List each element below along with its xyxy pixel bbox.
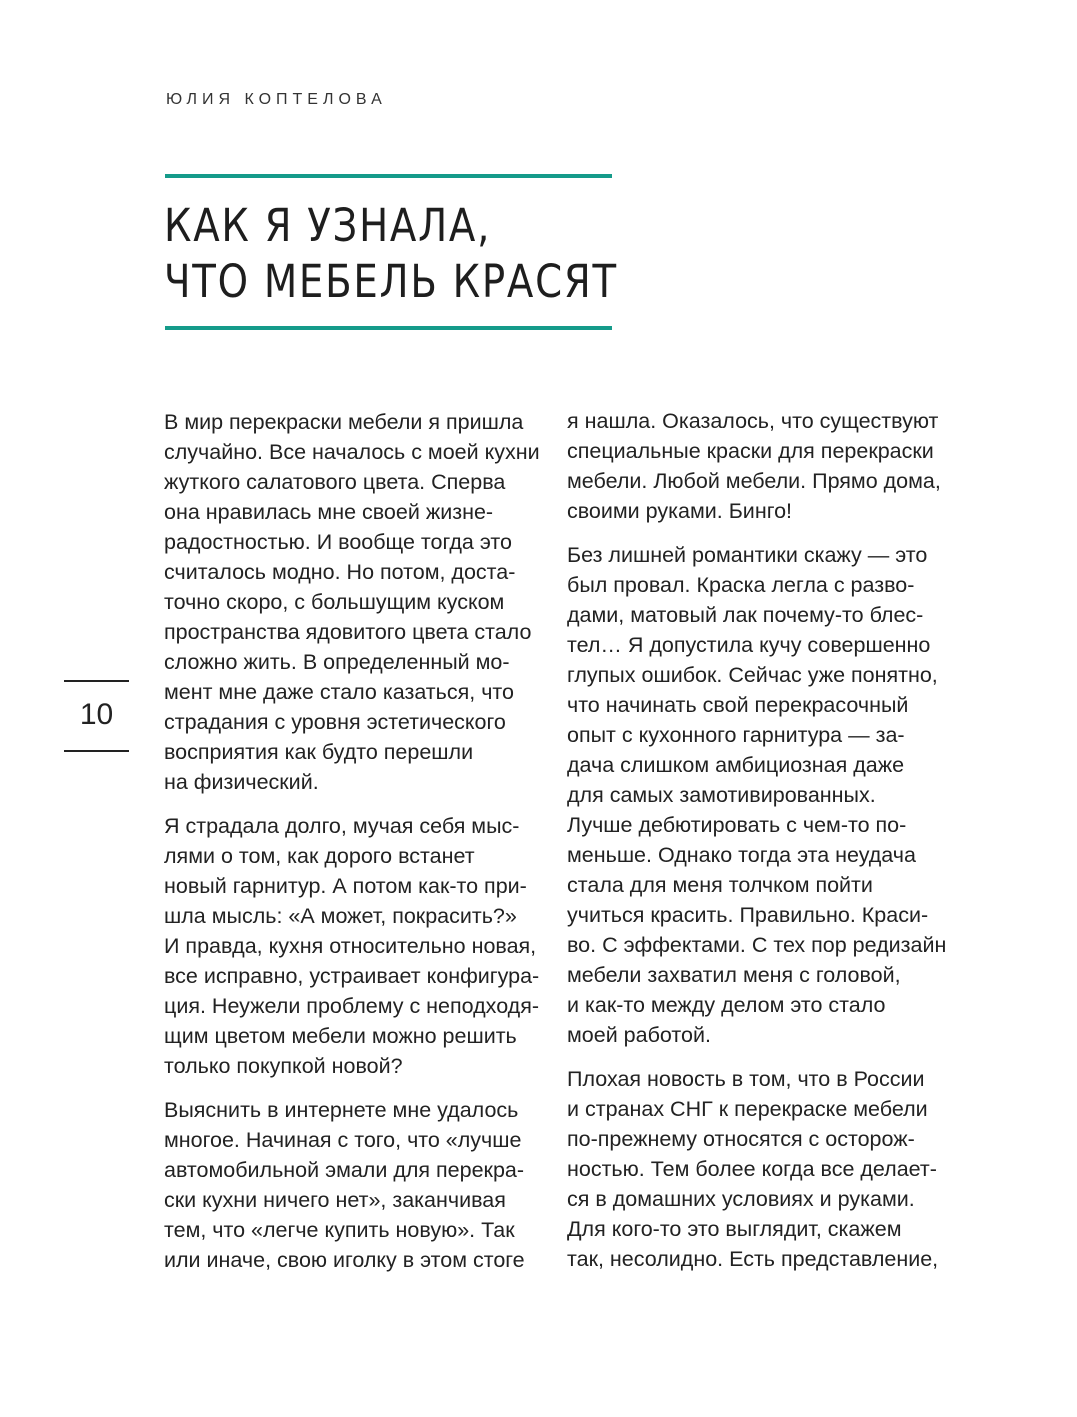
text-line: И правда, кухня относительно новая, <box>164 934 537 958</box>
chapter-title <box>164 198 618 310</box>
text-line: специальные краски для перекраски <box>567 439 934 463</box>
text-line: учиться красить. Правильно. Краси- <box>567 903 929 927</box>
text-line: во. С эффектами. С тех пор редизайн <box>567 933 947 957</box>
text-line: Лучше дебютировать с чем-то по- <box>567 813 907 837</box>
text-line: она нравилась мне своей жизне- <box>164 500 494 524</box>
text-line: для самых замотивированных. <box>567 783 876 807</box>
paragraph <box>567 1064 957 1274</box>
text-line: тел… Я допустила кучу совершенно <box>567 633 931 657</box>
page-number-bottom-rule <box>64 750 129 752</box>
text-column-right <box>567 406 957 1288</box>
text-line: многое. Начиная с того, что «лучше <box>164 1128 522 1152</box>
text-line: что начинать свой перекрасочный <box>567 693 909 717</box>
text-line: Без лишней романтики скажу — это <box>567 543 928 567</box>
text-line: восприятия как будто перешли <box>164 740 474 764</box>
text-line: все исправно, устраивает конфигура- <box>164 964 540 988</box>
text-line: сложно жить. В определенный мо- <box>164 650 510 674</box>
text-line: Плохая новость в том, что в России <box>567 1067 925 1091</box>
text-column-left <box>164 407 554 1289</box>
text-line: на физический. <box>164 770 319 794</box>
text-line: лями о том, как дорого встанет <box>164 844 475 868</box>
text-line: Я страдала долго, мучая себя мыс- <box>164 814 520 838</box>
author-name: ЮЛИЯ КОПТЕЛОВА <box>166 91 387 108</box>
text-line: ся в домашних условиях и руками. <box>567 1187 915 1211</box>
text-line: или иначе, свою иголку в этом стоге <box>164 1248 525 1272</box>
page-number: 10 <box>79 698 114 731</box>
text-line: Для кого-то это выглядит, скажем <box>567 1217 902 1241</box>
text-line: меньше. Однако тогда эта неудача <box>567 843 916 867</box>
paragraph <box>164 811 554 1081</box>
paragraph <box>567 406 957 526</box>
text-line: В мир перекраски мебели я пришла <box>164 410 524 434</box>
text-line: стала для меня толчком пойти <box>567 873 873 897</box>
text-line: по-прежнему относятся с осторож- <box>567 1127 915 1151</box>
text-line: ностью. Тем более когда все делает- <box>567 1157 937 1181</box>
text-line: и странах СНГ к перекраске мебели <box>567 1097 928 1121</box>
text-line: был провал. Краска легла с разво- <box>567 573 915 597</box>
text-line: моей работой. <box>567 1023 711 1047</box>
text-line: радостностью. И вообще тогда это <box>164 530 512 554</box>
text-line: тем, что «легче купить новую». Так <box>164 1218 515 1242</box>
text-line: щим цветом мебели можно решить <box>164 1024 517 1048</box>
text-line: ски кухни ничего нет», заканчивая <box>164 1188 506 1212</box>
text-line: автомобильной эмали для перекра- <box>164 1158 525 1182</box>
paragraph <box>567 540 957 1050</box>
text-line: страдания с уровня эстетического <box>164 710 506 734</box>
title-bottom-rule <box>165 326 612 330</box>
text-line: я нашла. Оказалось, что существуют <box>567 409 939 433</box>
text-line: мебели захватил меня с головой, <box>567 963 901 987</box>
page-number-block <box>64 680 129 752</box>
chapter-title-line-2: ЧТО МЕБЕЛЬ КРАСЯТ <box>164 255 618 308</box>
text-line: шла мысль: «А может, покрасить?» <box>164 904 517 928</box>
text-line: жуткого салатового цвета. Сперва <box>164 470 506 494</box>
text-line: и как-то между делом это стало <box>567 993 886 1017</box>
text-line: считалось модно. Но потом, доста- <box>164 560 516 584</box>
text-line: глупых ошибок. Сейчас уже понятно, <box>567 663 938 687</box>
text-line: ция. Неужели проблему с неподходя- <box>164 994 540 1018</box>
title-top-rule <box>165 174 612 178</box>
text-line: дами, матовый лак почему-то блес- <box>567 603 924 627</box>
text-line: Выяснить в интернете мне удалось <box>164 1098 519 1122</box>
text-line: точно скоро, с большущим куском <box>164 590 505 614</box>
text-line: случайно. Все началось с моей кухни <box>164 440 540 464</box>
text-line: своими руками. Бинго! <box>567 499 792 523</box>
paragraph <box>164 407 554 797</box>
chapter-title-line-1: КАК Я УЗНАЛА, <box>164 199 492 252</box>
text-line: так, несолидно. Есть представление, <box>567 1247 939 1271</box>
text-line: мебели. Любой мебели. Прямо дома, <box>567 469 941 493</box>
text-line: новый гарнитур. А потом как-то при- <box>164 874 527 898</box>
text-line: только покупкой новой? <box>164 1054 403 1078</box>
text-line: дача слишком амбициозная даже <box>567 753 905 777</box>
text-line: опыт с кухонного гарнитура — за- <box>567 723 905 747</box>
paragraph <box>164 1095 554 1275</box>
text-line: пространства ядовитого цвета стало <box>164 620 532 644</box>
text-line: мент мне даже стало казаться, что <box>164 680 514 704</box>
